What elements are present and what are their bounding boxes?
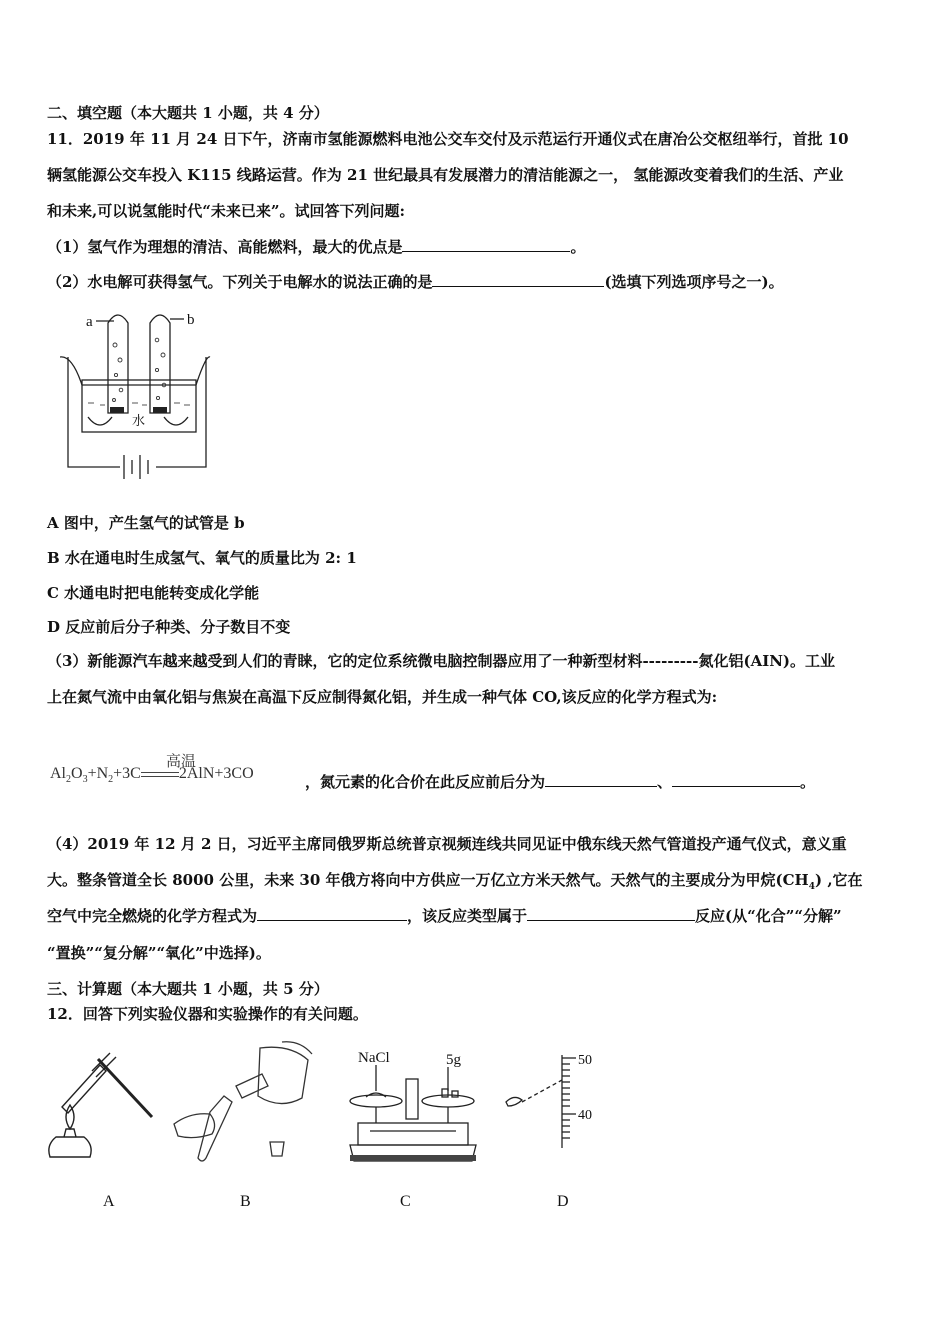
eq-c: +3C <box>113 765 141 782</box>
bottle-mouth <box>236 1074 268 1098</box>
eq-sub: 3 <box>82 774 88 786</box>
q11-part-3-line-2: 上在氮气流中由氧化铝与焦炭在高温下反应制得氮化铝，并生成一种气体 CO,该反应的化学方程式为: <box>47 688 718 706</box>
sight-line <box>522 1080 562 1102</box>
balance-body <box>358 1123 468 1145</box>
q11-part-4-line-1: （4）2019 年 12 月 2 日，习近平主席同俄罗斯总统普京视频连线共同见证中俄东线天然气管道投产通气仪式，意义重 <box>47 835 847 853</box>
section-3-title: 三、计算题（本大题共 1 小题，共 5 分） <box>47 980 329 998</box>
q12-stem: 12．回答下列实验仪器和实验操作的有关问题。 <box>47 1005 368 1023</box>
q11-part-2-text: （2）水电解可获得氢气。下列关于电解水的说法正确的是 <box>47 273 433 291</box>
stopper <box>270 1142 284 1156</box>
q11-part-3-sep: 、 <box>657 773 673 791</box>
tick-label-50: 50 <box>578 1053 592 1068</box>
q11-part-2 <box>47 272 784 292</box>
figure-b-pouring <box>170 1040 320 1165</box>
alcohol-lamp <box>49 1137 91 1157</box>
reagent-bottle <box>258 1047 308 1103</box>
q11-part-3-line-1: （3）新能源汽车越来越受到人们的青睐，它的定位系统微电脑控制器应用了一种新型材料---------氮化铝(AIN)。工业 <box>47 652 836 670</box>
option-b: B 水在通电时生成氢气、氧气的质量比为 2: 1 <box>47 549 357 567</box>
q11-part-3-text: ，氮元素的化合价在此反应前后分为 <box>305 773 546 791</box>
electrolysis-apparatus-figure <box>60 305 220 490</box>
section-2-title: 二、填空题（本大题共 1 小题，共 4 分） <box>47 104 329 122</box>
q11-part-4-text: 反应(从“化合”“分解” <box>695 907 842 925</box>
q11-part-4-text: 大。整条管道全长 8000 公里，未来 30 年俄方将向中方供应一万亿立方米天然气。天然气的主要成分为甲烷(CH <box>47 871 809 889</box>
test-tube <box>198 1096 232 1161</box>
eye-icon <box>506 1097 522 1106</box>
test-tube-a <box>108 315 128 413</box>
q11-line-3: 和未来,可以说氢能时代“未来已来”。试回答下列问题: <box>47 202 406 220</box>
figure-label-c: C <box>400 1193 411 1210</box>
test-tube <box>62 1065 106 1113</box>
ch4-sub: 4 <box>808 882 815 892</box>
q11-line-1: 11．2019 年 11 月 24 日下午，济南市氢能源燃料电池公交车交付及示范运行开通仪式在唐冶公交枢纽举行，首批 10 <box>47 130 849 148</box>
figure-label-a: A <box>103 1193 115 1210</box>
q11-part-4-line-4: “置换”“复分解”“氧化”中选择)。 <box>47 944 271 962</box>
eq-sub: 2 <box>66 774 71 786</box>
figure-a-heating <box>40 1045 160 1165</box>
q11-part-4-text-end: ) ,它在 <box>815 871 863 889</box>
answer-blank[interactable] <box>432 272 604 287</box>
eq-condition: 高温 <box>166 752 197 770</box>
tick-label-40: 40 <box>578 1108 592 1123</box>
answer-blank[interactable] <box>257 906 407 921</box>
left-pan <box>350 1095 402 1107</box>
option-c: C 水通电时把电能转变成化学能 <box>47 584 260 602</box>
answer-blank[interactable] <box>545 772 657 787</box>
eq-sub: 2 <box>108 774 114 786</box>
chemical-equation <box>50 765 254 785</box>
answer-blank[interactable] <box>402 237 570 252</box>
q11-part-1-end: 。 <box>570 238 586 256</box>
q11-part-4-text: ，该反应类型属于 <box>407 907 528 925</box>
q11-part-3-end: 。 <box>800 773 816 791</box>
figure-label-d: D <box>557 1193 569 1210</box>
q11-part-2-end: (选填下列选项序号之一)。 <box>604 273 784 291</box>
option-a: A 图中，产生氢气的试管是 b <box>47 514 245 532</box>
q11-part-4-line-3 <box>47 906 842 926</box>
pointer-stand <box>406 1079 418 1119</box>
figure-d-cylinder-reading <box>500 1050 610 1160</box>
q11-line-2: 辆氢能源公交车投入 K115 线路运营。作为 21 世纪最具有发展潜力的清洁能源之一， 氢能源改变着我们的生活、产业 <box>47 166 844 184</box>
answer-blank[interactable] <box>527 906 695 921</box>
q11-part-4-line-2 <box>47 870 863 897</box>
q11-part-4-text: 空气中完全燃烧的化学方程式为 <box>47 907 258 925</box>
figure-c-balance <box>340 1045 490 1175</box>
nacl-label: NaCl <box>358 1050 390 1066</box>
option-d: D 反应前后分子种类、分子数目不变 <box>47 618 291 636</box>
answer-blank[interactable] <box>672 772 800 787</box>
q11-part-1 <box>47 237 585 257</box>
eq-o: O <box>71 765 83 782</box>
mass-label: 5g <box>446 1052 461 1068</box>
figure-label-b: B <box>240 1193 251 1210</box>
label-a: a <box>86 314 93 330</box>
label-water: 水 <box>132 414 146 429</box>
eq-al: Al <box>50 765 66 782</box>
q11-part-1-text: （1）氢气作为理想的清洁、高能燃料，最大的优点是 <box>47 238 403 256</box>
label-b: b <box>187 312 195 328</box>
q11-part-3-line-3 <box>305 772 815 792</box>
eq-n: +N <box>87 765 109 782</box>
eq-rhs: 2AlN+3CO <box>178 765 254 782</box>
